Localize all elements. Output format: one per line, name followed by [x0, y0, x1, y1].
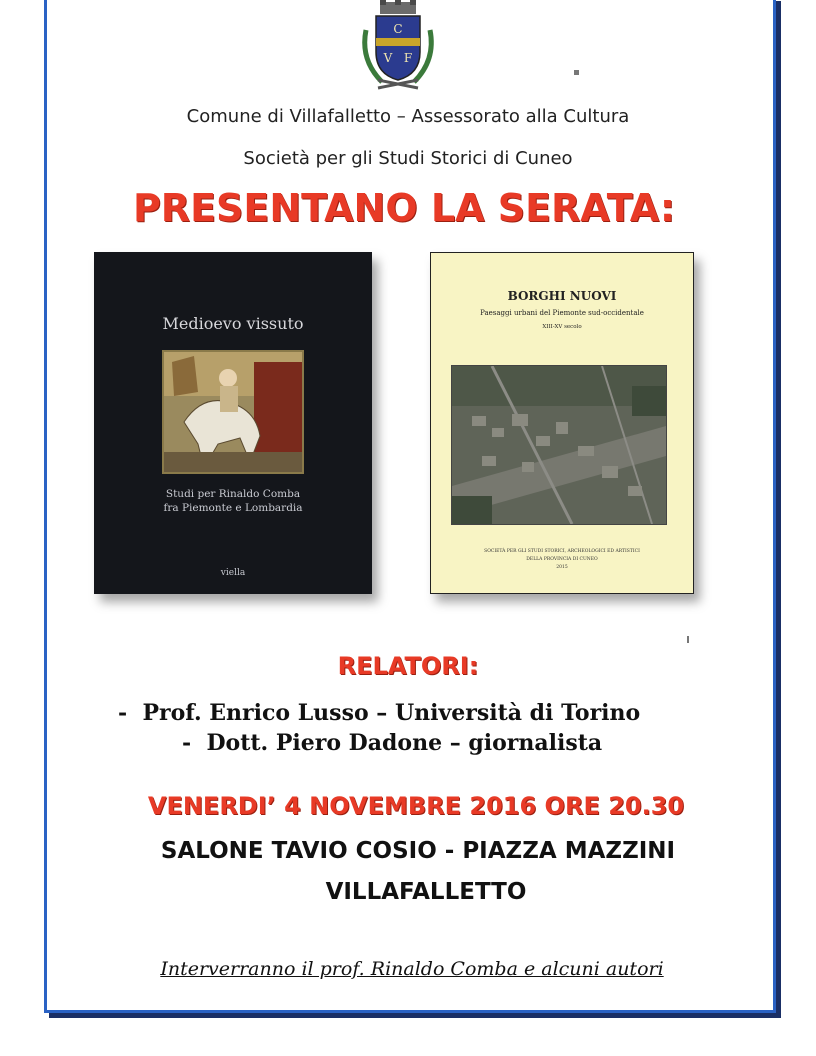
footer-note: Interverranno il prof. Rinaldo Comba e alcuni autori [160, 958, 664, 980]
speakers-heading: RELATORI: [337, 652, 479, 680]
book-cover-medioevo-vissuto [94, 252, 372, 594]
book-century: XIII-XV secolo [542, 324, 582, 330]
event-venue: SALONE TAVIO COSIO - PIAZZA MAZZINI [160, 838, 676, 864]
book-footer-year: 2015 [556, 565, 568, 570]
speaker-item [182, 730, 602, 756]
book-cover-borghi-nuovi [430, 252, 694, 594]
scan-speck [574, 70, 579, 75]
book-subtitle-line-2: fra Piemonte e Lombardia [163, 502, 303, 514]
speaker-bullet: - [182, 730, 192, 756]
speaker-bullet: - [118, 700, 128, 726]
coat-of-arms-icon [356, 0, 440, 92]
book-subtitle: Paesaggi urbani del Piemonte sud-occidentale [480, 309, 644, 317]
speaker-text: Prof. Enrico Lusso – Università di Torino [142, 700, 641, 726]
book-title: BORGHI NUOVI [507, 289, 617, 303]
crest-letter-v: V [383, 51, 393, 65]
crest-letter-c: C [393, 22, 403, 36]
book-footer-line-2: DELLA PROVINCIA DI CUNEO [526, 557, 598, 562]
book-title: Medioevo vissuto [162, 314, 304, 333]
crest-letter-f: F [403, 51, 413, 65]
headline: PRESENTANO LA SERATA: [132, 186, 676, 230]
book-footer-line-1: SOCIETÀ PER GLI STUDI STORICI, ARCHEOLOGICI ED ARTISTICI [484, 549, 640, 554]
organizer-line-2: Società per gli Studi Storici di Cuneo [243, 148, 573, 169]
organizer-line-1: Comune di Villafalletto – Assessorato alla Cultura [186, 106, 630, 127]
speaker-item [118, 700, 640, 726]
scan-speck [687, 636, 689, 643]
event-date-time: VENERDI’ 4 NOVEMBRE 2016 ORE 20.30 [147, 792, 685, 820]
speaker-text: Dott. Piero Dadone – giornalista [206, 730, 603, 756]
book-subtitle-line-1: Studi per Rinaldo Comba [165, 488, 301, 500]
event-town: VILLAFALLETTO [325, 879, 527, 905]
cover-painting-image [162, 350, 304, 474]
aerial-city-photo-image [451, 365, 667, 525]
book-publisher: viella [220, 568, 246, 578]
